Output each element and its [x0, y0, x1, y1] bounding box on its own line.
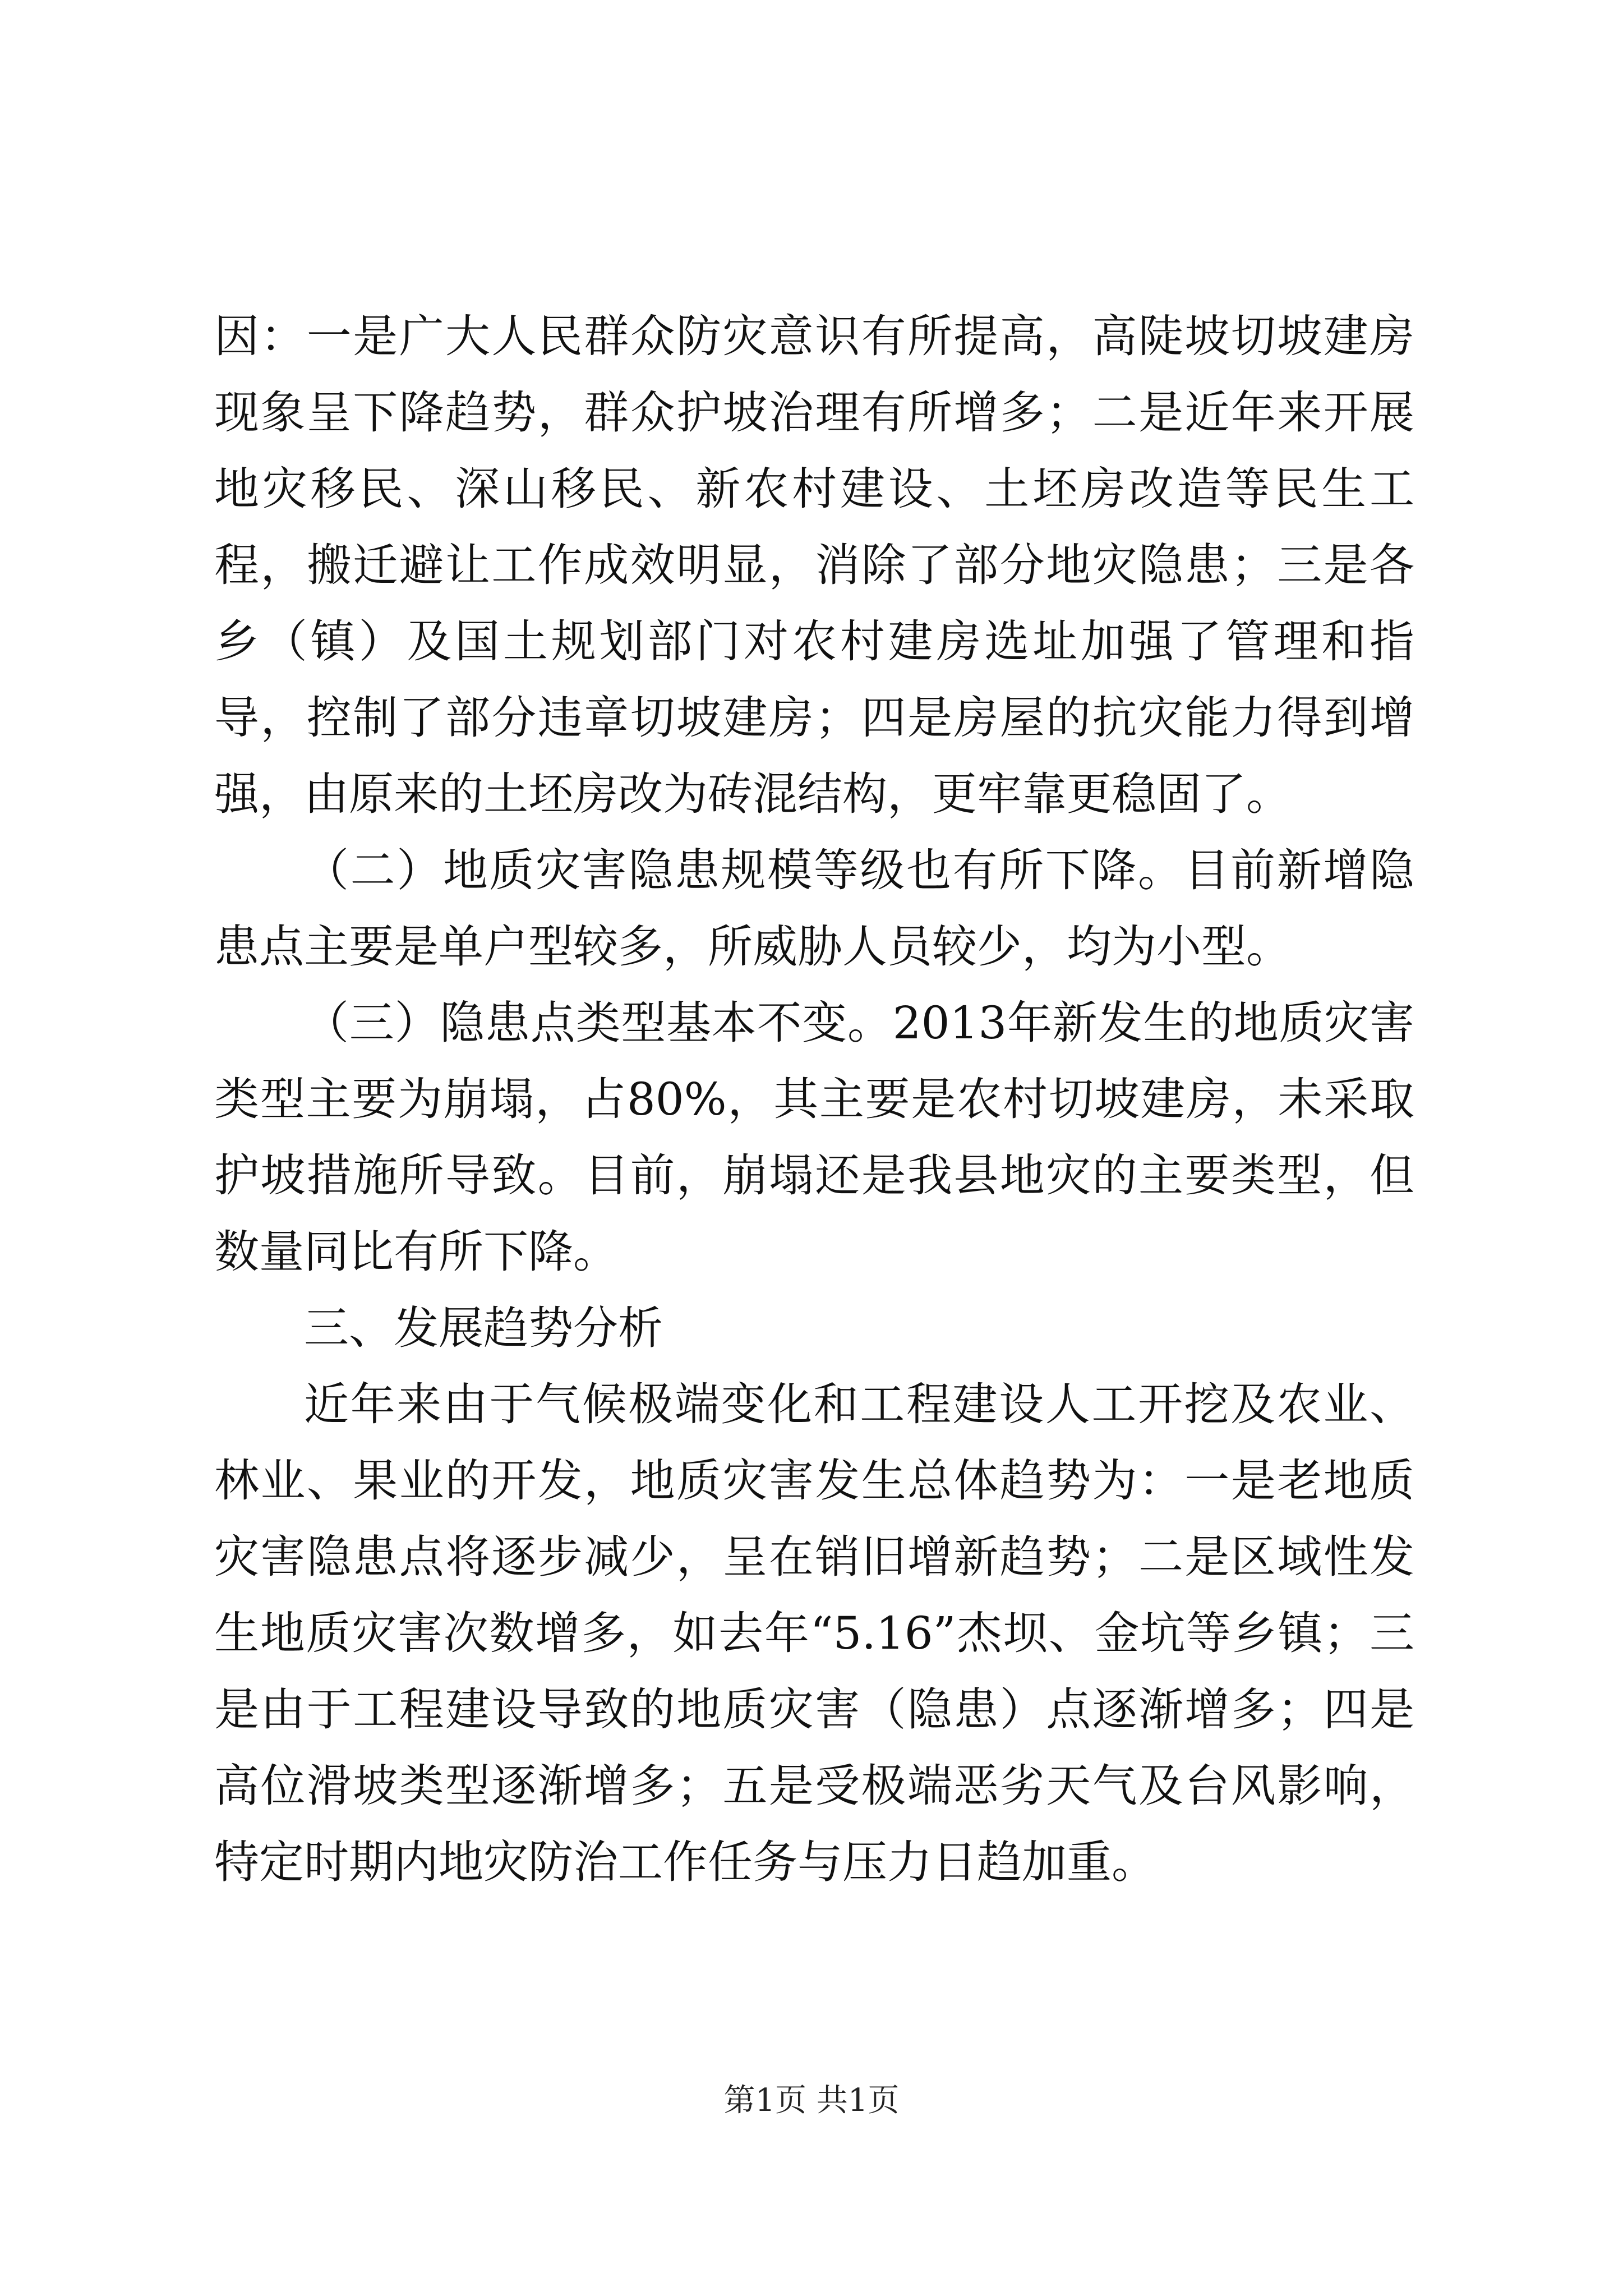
paragraph-scale-decline: （二）地质灾害隐患规模等级也有所下降。目前新增隐患点主要是单户型较多，所威胁人员较少，均为小型。	[214, 844, 1414, 973]
document-body	[214, 298, 1414, 1901]
section-heading-trend-analysis: 三、发展趋势分析	[304, 1302, 663, 1354]
paragraph-trend-analysis: 近年来由于气候极端变化和工程建设人工开挖及农业、林业、果业的开发，地质灾害发生总体趋势为：一是老地质灾害隐患点将逐步减少，呈在销旧增新趋势；二是区域性发生地质灾害次数增多，如去年“5.16”杰坝、金坑等乡镇；三是由于工程建设导致的地质灾害（隐患）点逐渐增多；四是高位滑坡类型逐渐增多；五是受极端恶劣天气及台风影响，特定时期内地灾防治工作任务与压力日趋加重。	[214, 1378, 1414, 1888]
paragraph-hazard-types: （三）隐患点类型基本不变。2013年新发生的地质灾害类型主要为崩塌，占80%，其主要是农村切坡建房，未采取护坡措施所导致。目前，崩塌还是我县地灾的主要类型，但数量同比有所下降。	[214, 997, 1414, 1278]
page-number-footer: 第1页 共1页	[723, 2082, 900, 2119]
paragraph-causes: 因：一是广大人民群众防灾意识有所提高，高陡坡切坡建房现象呈下降趋势，群众护坡治理有所增多；二是近年来开展地灾移民、深山移民、新农村建设、土坯房改造等民生工程，搬迁避让工作成效明显，消除了部分地灾隐患；三是各乡（镇）及国土规划部门对农村建房选址加强了管理和指导，控制了部分违章切坡建房；四是房屋的抗灾能力得到增强，由原来的土坯房改为砖混结构，更牢靠更稳固了。	[214, 310, 1414, 820]
